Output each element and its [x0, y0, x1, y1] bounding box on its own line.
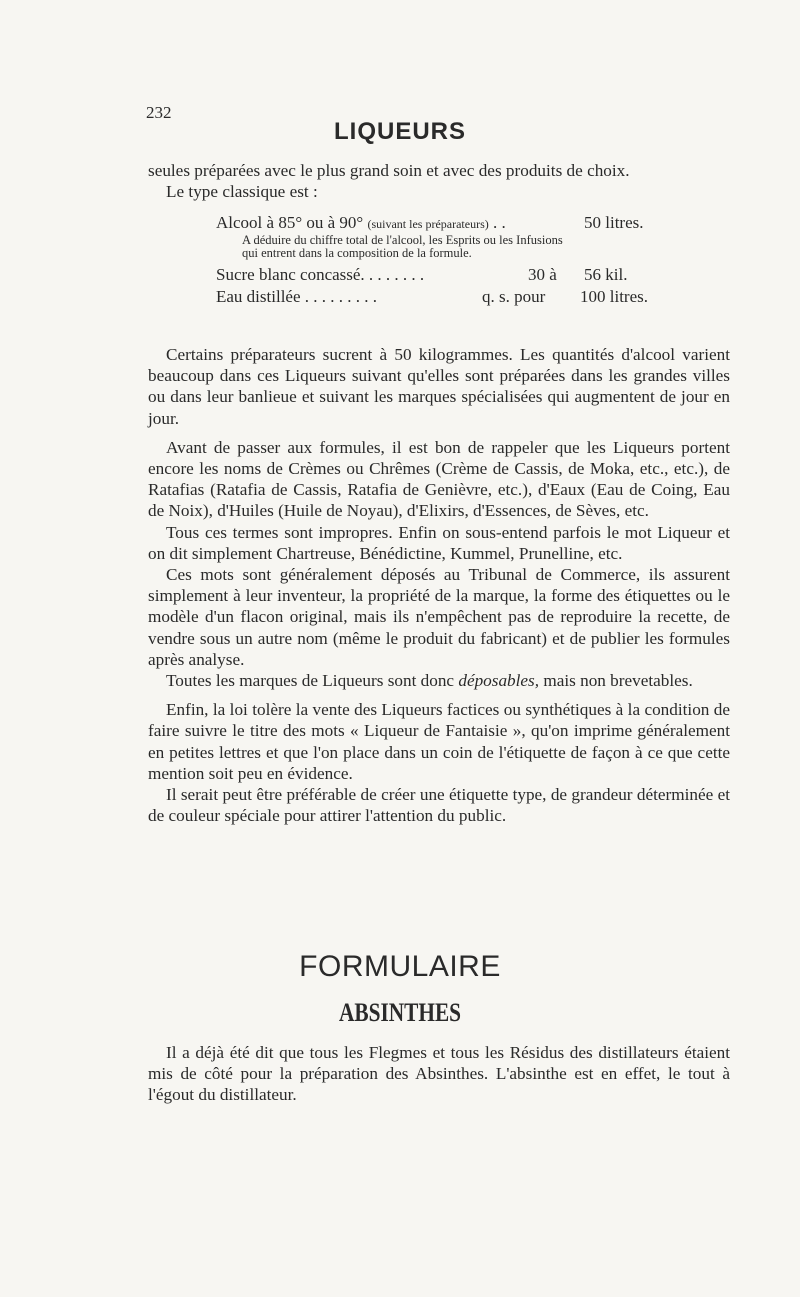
recipe-label-small: (suivant les préparateurs) [367, 217, 489, 231]
recipe-quantity: 56 kil. [584, 265, 628, 284]
recipe-range: q. s. pour [482, 287, 546, 306]
emphasis: déposables, [458, 671, 540, 691]
recipe-row-alcool [216, 212, 736, 234]
recipe-label: Sucre blanc concassé. . . . . . . . [216, 265, 425, 284]
recipe-table [216, 212, 736, 308]
page-number: 232 [146, 103, 172, 122]
body-paragraph: Toutes les marques de Liqueurs sont donc déposables, mais non brevetables. [166, 671, 693, 691]
body-text [148, 344, 730, 826]
recipe-row-eau [216, 286, 736, 308]
recipe-label: Alcool à 85° ou à 90° (suivant les préparateurs) . . [216, 213, 506, 232]
intro-paragraph: seules préparées avec le plus grand soin et avec des produits de choix. [148, 161, 630, 180]
recipe-note: A déduire du chiffre total de l'alcool, les Esprits ou les Infusions qui entrent dans la composition de la formule. [242, 233, 563, 260]
body-paragraph: Avant de passer aux formules, il est bon de rappeler que les Liqueurs portent encore les noms de Crèmes ou Chrêmes (Crème de Cassis, de Moka, etc., etc.), de Ratafias (Ratafia de Cassis, Ratafia de Genièvre, etc.), d'Eaux (Eau de Coing, Eau de Noix), d'Huiles (Huile de Noyau), d'Elixirs, d'Essences, de Sèves, etc. [148, 437, 730, 521]
recipe-range: 30 à [528, 265, 557, 284]
running-head: LIQUEURS [333, 118, 466, 145]
body-paragraph: Il serait peut être préférable de créer une étiquette type, de grandeur déterminée et de couleur spéciale pour attirer l'attention du public. [148, 785, 730, 826]
recipe-quantity: 100 litres. [580, 287, 648, 306]
subsection-title: ABSINTHES [338, 998, 462, 1027]
section-title: FORMULAIRE [299, 950, 501, 983]
body-paragraph: Tous ces termes sont impropres. Enfin on sous-entend parfois le mot Liqueur et on dit simplement Chartreuse, Bénédictine, Kummel, Prunelline, etc. [148, 522, 730, 563]
intro-text [148, 160, 730, 202]
body-paragraph: Il a déjà été dit que tous les Flegmes et tous les Résidus des distillateurs étaient mis de côté pour la préparation des Absinthes. L'absinthe est en effet, le tout à l'égout du distillateur. [148, 1043, 730, 1105]
recipe-row-sucre [216, 264, 736, 286]
recipe-label: Eau distillée . . . . . . . . . [216, 287, 378, 306]
intro-paragraph: Le type classique est : [166, 182, 318, 202]
formulaire-text [148, 1042, 730, 1106]
recipe-quantity: 50 litres. [584, 213, 644, 232]
body-paragraph: Ces mots sont généralement déposés au Tribunal de Commerce, ils assurent simplement à leur inventeur, la propriété de la marque, la forme des étiquettes ou le modèle d'un flacon original, mais ils n'empêchent pas de reproduire la recette, de vendre sous un autre nom (même le produit du fabricant) et de publier les formules après analyse. [148, 565, 730, 669]
body-paragraph: Certains préparateurs sucrent à 50 kilogrammes. Les quantités d'alcool varient beaucoup dans ces Liqueurs suivant qu'elles sont préparées dans les grandes villes ou dans leur banlieue et suivant les marques spécialisées qui augmentent de jour en jour. [148, 345, 730, 428]
body-paragraph: Enfin, la loi tolère la vente des Liqueurs factices ou synthétiques à la condition de faire suivre le titre des mots « Liqueur de Fantaisie », qu'on imprime généralement en petites lettres et que l'on place dans un coin de l'étiquette de façon à ce que cette mention soit peu en évidence. [148, 700, 730, 783]
